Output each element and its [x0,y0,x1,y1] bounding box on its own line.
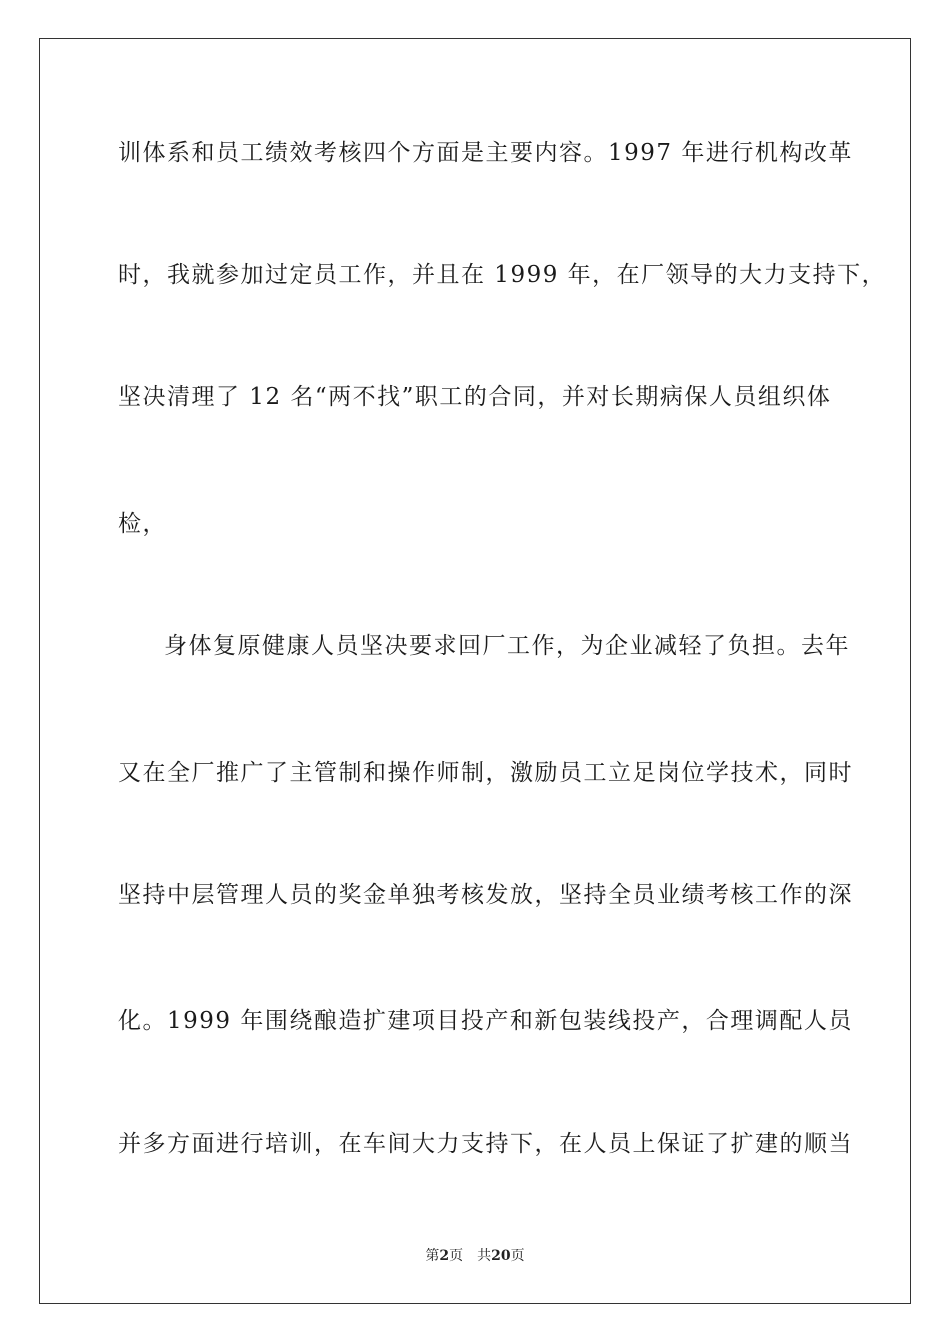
text-line-7: 坚持中层管理人员的奖金单独考核发放，坚持全员业绩考核工作的深 [118,882,853,908]
text-line-6: 又在全厂推广了主管制和操作师制，激励员工立足岗位学技术，同时 [118,760,853,786]
text-line-8: 化。1999 年围绕酿造扩建项目投产和新包装线投产，合理调配人员 [118,1008,853,1034]
page-suffix: 页 [449,1248,464,1264]
total-pages: 20 [491,1248,511,1264]
total-prefix: 共 [477,1248,492,1264]
page-footer [0,1247,950,1265]
text-line-9: 并多方面进行培训，在车间大力支持下，在人员上保证了扩建的顺当 [118,1131,853,1157]
text-line-1: 训体系和员工绩效考核四个方面是主要内容。1997 年进行机构改革 [118,140,853,166]
page-number: 2 [439,1248,450,1264]
text-line-5: 身体复原健康人员坚决要求回厂工作，为企业减轻了负担。去年 [164,633,850,659]
page-border [39,38,911,1304]
text-line-4: 检， [118,511,167,537]
total-suffix: 页 [510,1248,525,1264]
page-prefix: 第 [425,1248,440,1264]
text-line-3: 坚决清理了 12 名“两不找”职工的合同，并对长期病保人员组织体 [118,384,832,410]
text-line-2: 时，我就参加过定员工作，并且在 1999 年，在厂领导的大力支持下， [118,262,887,288]
